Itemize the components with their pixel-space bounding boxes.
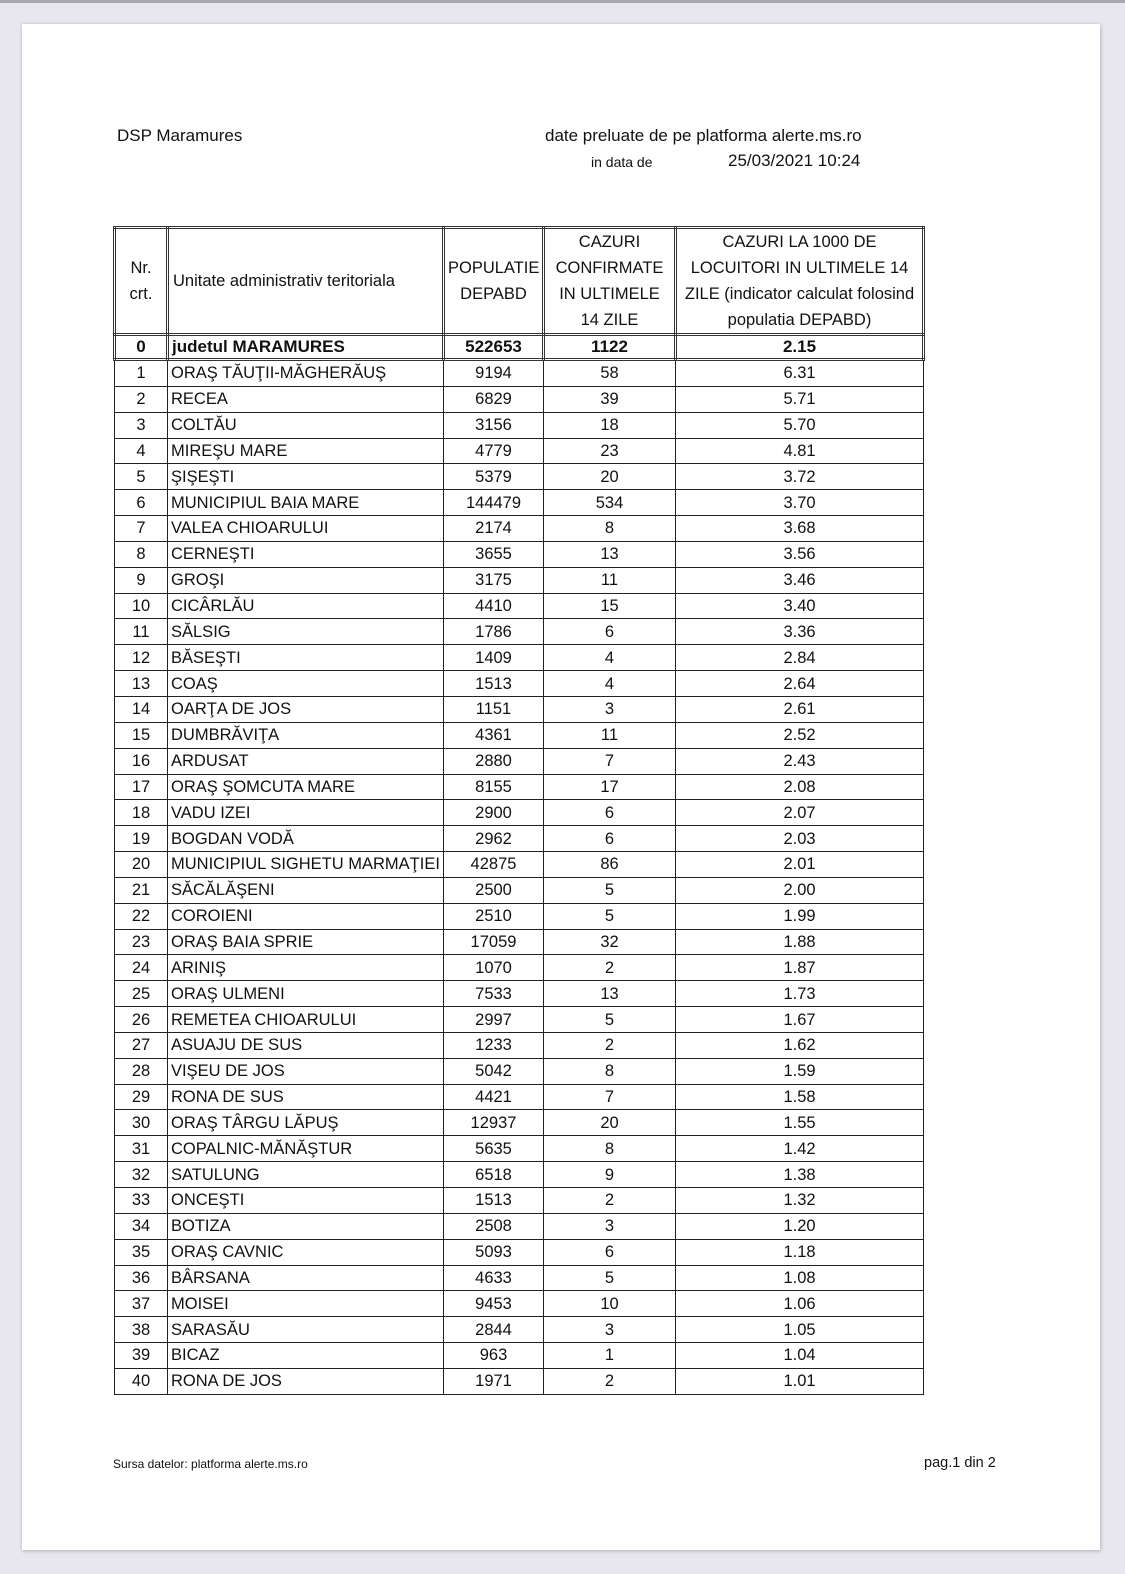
cell-rate: 1.62 xyxy=(676,1032,924,1058)
cell-population: 9194 xyxy=(444,360,544,387)
cell-nr: 3 xyxy=(115,412,168,438)
cell-rate: 1.88 xyxy=(676,929,924,955)
cell-cases: 8 xyxy=(544,516,676,542)
date-label: in data de xyxy=(591,154,653,170)
cell-name: judetul MARAMURES xyxy=(168,335,444,360)
cell-population: 1151 xyxy=(444,696,544,722)
cell-rate: 3.40 xyxy=(676,593,924,619)
cell-rate: 2.01 xyxy=(676,852,924,878)
cell-rate: 5.70 xyxy=(676,412,924,438)
cell-rate: 2.61 xyxy=(676,696,924,722)
cell-population: 3655 xyxy=(444,541,544,567)
cell-population: 4361 xyxy=(444,722,544,748)
cell-cases: 7 xyxy=(544,748,676,774)
cell-name: ORAŞ ŞOMCUTA MARE xyxy=(168,774,444,800)
cell-nr: 8 xyxy=(115,541,168,567)
cell-rate: 1.38 xyxy=(676,1162,924,1188)
cell-population: 1786 xyxy=(444,619,544,645)
cell-nr: 27 xyxy=(115,1032,168,1058)
table-row xyxy=(115,1032,924,1058)
col-header-population: POPULATIE DEPABD xyxy=(444,228,544,335)
cell-rate: 1.87 xyxy=(676,955,924,981)
cell-nr: 15 xyxy=(115,722,168,748)
cell-population: 2880 xyxy=(444,748,544,774)
cell-rate: 1.99 xyxy=(676,903,924,929)
table-row xyxy=(115,1007,924,1033)
cell-nr: 13 xyxy=(115,671,168,697)
table-row xyxy=(115,1368,924,1394)
cell-cases: 9 xyxy=(544,1162,676,1188)
cell-nr: 29 xyxy=(115,1084,168,1110)
cell-name: ORAŞ ULMENI xyxy=(168,981,444,1007)
cell-cases: 23 xyxy=(544,438,676,464)
cell-population: 1070 xyxy=(444,955,544,981)
table-row xyxy=(115,774,924,800)
table-row xyxy=(115,1265,924,1291)
cell-rate: 1.20 xyxy=(676,1213,924,1239)
cell-population: 2997 xyxy=(444,1007,544,1033)
date-value: 25/03/2021 10:24 xyxy=(728,151,861,170)
cell-population: 1409 xyxy=(444,645,544,671)
cell-population: 522653 xyxy=(444,335,544,360)
cell-population: 1233 xyxy=(444,1032,544,1058)
cell-name: MIREŞU MARE xyxy=(168,438,444,464)
footer-source: Sursa datelor: platforma alerte.ms.ro xyxy=(113,1457,308,1471)
cell-name: BÂRSANA xyxy=(168,1265,444,1291)
cell-population: 1513 xyxy=(444,1188,544,1214)
cell-rate: 1.32 xyxy=(676,1188,924,1214)
table-row xyxy=(115,567,924,593)
cell-rate: 6.31 xyxy=(676,360,924,387)
cell-population: 9453 xyxy=(444,1291,544,1317)
cell-name: COPALNIC-MĂNĂŞTUR xyxy=(168,1136,444,1162)
cell-name: SĂCĂLĂŞENI xyxy=(168,877,444,903)
county-total-row xyxy=(115,335,924,360)
cell-nr: 32 xyxy=(115,1162,168,1188)
cell-cases: 3 xyxy=(544,696,676,722)
cell-nr: 5 xyxy=(115,464,168,490)
cell-population: 6829 xyxy=(444,386,544,412)
cell-cases: 20 xyxy=(544,1110,676,1136)
cell-nr: 21 xyxy=(115,877,168,903)
cell-nr: 19 xyxy=(115,826,168,852)
cell-name: SARASĂU xyxy=(168,1317,444,1343)
cell-rate: 2.43 xyxy=(676,748,924,774)
cell-population: 42875 xyxy=(444,852,544,878)
table-row xyxy=(115,722,924,748)
org-name: DSP Maramures xyxy=(117,126,243,145)
cell-cases: 1122 xyxy=(544,335,676,360)
cell-nr: 39 xyxy=(115,1343,168,1369)
table-row xyxy=(115,1239,924,1265)
table-row xyxy=(115,412,924,438)
col-header-nr: Nr. crt. xyxy=(115,228,168,335)
table-row xyxy=(115,1058,924,1084)
cell-name: ARDUSAT xyxy=(168,748,444,774)
cell-rate: 5.71 xyxy=(676,386,924,412)
table-row xyxy=(115,1136,924,1162)
cell-nr: 7 xyxy=(115,516,168,542)
table-row xyxy=(115,541,924,567)
cell-population: 4410 xyxy=(444,593,544,619)
cell-nr: 0 xyxy=(115,335,168,360)
cell-cases: 3 xyxy=(544,1213,676,1239)
cell-rate: 1.01 xyxy=(676,1368,924,1394)
cell-cases: 6 xyxy=(544,800,676,826)
cell-population: 1513 xyxy=(444,671,544,697)
cell-name: ORAŞ BAIA SPRIE xyxy=(168,929,444,955)
cell-name: COAŞ xyxy=(168,671,444,697)
cell-rate: 2.08 xyxy=(676,774,924,800)
cell-rate: 1.08 xyxy=(676,1265,924,1291)
table-row xyxy=(115,516,924,542)
cell-cases: 20 xyxy=(544,464,676,490)
table-row xyxy=(115,490,924,516)
cell-rate: 3.68 xyxy=(676,516,924,542)
table-row xyxy=(115,438,924,464)
document-page xyxy=(22,24,1100,1550)
table-row xyxy=(115,929,924,955)
cell-name: VIŞEU DE JOS xyxy=(168,1058,444,1084)
cell-cases: 3 xyxy=(544,1317,676,1343)
cell-name: CICÂRLĂU xyxy=(168,593,444,619)
cell-population: 2508 xyxy=(444,1213,544,1239)
cell-rate: 2.15 xyxy=(676,335,924,360)
cell-rate: 2.52 xyxy=(676,722,924,748)
source-note: date preluate de pe platforma alerte.ms.ro xyxy=(545,126,862,145)
table-row xyxy=(115,852,924,878)
cell-cases: 11 xyxy=(544,722,676,748)
cell-population: 2900 xyxy=(444,800,544,826)
cell-name: VADU IZEI xyxy=(168,800,444,826)
cell-nr: 1 xyxy=(115,360,168,387)
cell-name: SĂLSIG xyxy=(168,619,444,645)
col-header-rate: CAZURI LA 1000 DE LOCUITORI IN ULTIMELE 14 ZILE (indicator calculat folosind populatia DEPABD) xyxy=(676,228,924,335)
cell-cases: 15 xyxy=(544,593,676,619)
cell-population: 2510 xyxy=(444,903,544,929)
cell-cases: 17 xyxy=(544,774,676,800)
cell-cases: 1 xyxy=(544,1343,676,1369)
cell-cases: 7 xyxy=(544,1084,676,1110)
cell-rate: 1.05 xyxy=(676,1317,924,1343)
cell-name: ORAŞ TĂUŢII-MĂGHERĂUŞ xyxy=(168,360,444,387)
cell-cases: 4 xyxy=(544,645,676,671)
table-row xyxy=(115,464,924,490)
cell-rate: 2.07 xyxy=(676,800,924,826)
cell-rate: 2.00 xyxy=(676,877,924,903)
cell-cases: 2 xyxy=(544,1032,676,1058)
cell-nr: 16 xyxy=(115,748,168,774)
cell-nr: 18 xyxy=(115,800,168,826)
cell-nr: 36 xyxy=(115,1265,168,1291)
table-row xyxy=(115,619,924,645)
cell-population: 12937 xyxy=(444,1110,544,1136)
cell-cases: 2 xyxy=(544,1368,676,1394)
cell-cases: 5 xyxy=(544,877,676,903)
cell-population: 5093 xyxy=(444,1239,544,1265)
cell-nr: 26 xyxy=(115,1007,168,1033)
cell-cases: 86 xyxy=(544,852,676,878)
cell-cases: 2 xyxy=(544,955,676,981)
page-number: pag.1 din 2 xyxy=(924,1455,996,1471)
table-row xyxy=(115,360,924,387)
cell-rate: 3.56 xyxy=(676,541,924,567)
table-row xyxy=(115,1188,924,1214)
cell-name: ORAŞ CAVNIC xyxy=(168,1239,444,1265)
cell-name: VALEA CHIOARULUI xyxy=(168,516,444,542)
cell-rate: 2.03 xyxy=(676,826,924,852)
cell-population: 2844 xyxy=(444,1317,544,1343)
cell-population: 5042 xyxy=(444,1058,544,1084)
cell-rate: 1.42 xyxy=(676,1136,924,1162)
cell-name: RONA DE JOS xyxy=(168,1368,444,1394)
cell-population: 17059 xyxy=(444,929,544,955)
incidence-table xyxy=(113,226,925,1395)
cell-rate: 2.84 xyxy=(676,645,924,671)
cell-rate: 1.58 xyxy=(676,1084,924,1110)
cell-nr: 14 xyxy=(115,696,168,722)
cell-population: 144479 xyxy=(444,490,544,516)
cell-population: 2174 xyxy=(444,516,544,542)
cell-nr: 20 xyxy=(115,852,168,878)
cell-cases: 5 xyxy=(544,1007,676,1033)
cell-cases: 39 xyxy=(544,386,676,412)
cell-name: MUNICIPIUL SIGHETU MARMAŢIEI xyxy=(168,852,444,878)
table-header-row xyxy=(115,228,924,335)
cell-name: REMETEA CHIOARULUI xyxy=(168,1007,444,1033)
cell-population: 963 xyxy=(444,1343,544,1369)
table-row xyxy=(115,593,924,619)
cell-name: MUNICIPIUL BAIA MARE xyxy=(168,490,444,516)
cell-name: ONCEŞTI xyxy=(168,1188,444,1214)
cell-population: 2500 xyxy=(444,877,544,903)
cell-population: 8155 xyxy=(444,774,544,800)
table-row xyxy=(115,877,924,903)
cell-nr: 40 xyxy=(115,1368,168,1394)
cell-population: 4779 xyxy=(444,438,544,464)
cell-cases: 32 xyxy=(544,929,676,955)
table-row xyxy=(115,981,924,1007)
col-header-unit: Unitate administrativ teritoriala xyxy=(168,228,444,335)
cell-cases: 6 xyxy=(544,619,676,645)
cell-cases: 13 xyxy=(544,981,676,1007)
cell-name: COROIENI xyxy=(168,903,444,929)
table-row xyxy=(115,645,924,671)
cell-population: 5379 xyxy=(444,464,544,490)
cell-name: OARŢA DE JOS xyxy=(168,696,444,722)
table-row xyxy=(115,955,924,981)
cell-nr: 37 xyxy=(115,1291,168,1317)
table-row xyxy=(115,1084,924,1110)
cell-name: GROŞI xyxy=(168,567,444,593)
cell-name: BĂSEŞTI xyxy=(168,645,444,671)
cell-name: RONA DE SUS xyxy=(168,1084,444,1110)
cell-name: BOGDAN VODĂ xyxy=(168,826,444,852)
cell-cases: 10 xyxy=(544,1291,676,1317)
cell-name: BOTIZA xyxy=(168,1213,444,1239)
cell-name: RECEA xyxy=(168,386,444,412)
table-row xyxy=(115,1110,924,1136)
cell-nr: 9 xyxy=(115,567,168,593)
cell-population: 4633 xyxy=(444,1265,544,1291)
cell-nr: 10 xyxy=(115,593,168,619)
table-row xyxy=(115,1343,924,1369)
cell-rate: 4.81 xyxy=(676,438,924,464)
cell-nr: 12 xyxy=(115,645,168,671)
cell-cases: 8 xyxy=(544,1058,676,1084)
cell-nr: 17 xyxy=(115,774,168,800)
cell-name: ASUAJU DE SUS xyxy=(168,1032,444,1058)
col-header-cases: CAZURI CONFIRMATE IN ULTIMELE 14 ZILE xyxy=(544,228,676,335)
cell-cases: 8 xyxy=(544,1136,676,1162)
cell-nr: 34 xyxy=(115,1213,168,1239)
cell-rate: 1.73 xyxy=(676,981,924,1007)
table-row xyxy=(115,1162,924,1188)
cell-rate: 3.70 xyxy=(676,490,924,516)
cell-rate: 3.72 xyxy=(676,464,924,490)
cell-nr: 2 xyxy=(115,386,168,412)
cell-name: MOISEI xyxy=(168,1291,444,1317)
cell-rate: 3.36 xyxy=(676,619,924,645)
cell-nr: 6 xyxy=(115,490,168,516)
cell-name: CERNEŞTI xyxy=(168,541,444,567)
cell-nr: 31 xyxy=(115,1136,168,1162)
cell-cases: 534 xyxy=(544,490,676,516)
cell-nr: 11 xyxy=(115,619,168,645)
cell-population: 6518 xyxy=(444,1162,544,1188)
table-row xyxy=(115,1213,924,1239)
cell-rate: 3.46 xyxy=(676,567,924,593)
cell-population: 3156 xyxy=(444,412,544,438)
cell-population: 4421 xyxy=(444,1084,544,1110)
cell-nr: 23 xyxy=(115,929,168,955)
cell-cases: 18 xyxy=(544,412,676,438)
table-row xyxy=(115,826,924,852)
cell-nr: 25 xyxy=(115,981,168,1007)
cell-population: 7533 xyxy=(444,981,544,1007)
cell-name: BICAZ xyxy=(168,1343,444,1369)
cell-nr: 38 xyxy=(115,1317,168,1343)
cell-name: ARINIŞ xyxy=(168,955,444,981)
cell-nr: 28 xyxy=(115,1058,168,1084)
cell-rate: 1.06 xyxy=(676,1291,924,1317)
cell-population: 1971 xyxy=(444,1368,544,1394)
cell-nr: 4 xyxy=(115,438,168,464)
cell-rate: 1.04 xyxy=(676,1343,924,1369)
cell-name: ŞIŞEŞTI xyxy=(168,464,444,490)
cell-cases: 11 xyxy=(544,567,676,593)
cell-name: COLTĂU xyxy=(168,412,444,438)
cell-cases: 5 xyxy=(544,1265,676,1291)
cell-name: SATULUNG xyxy=(168,1162,444,1188)
cell-cases: 4 xyxy=(544,671,676,697)
cell-rate: 1.59 xyxy=(676,1058,924,1084)
cell-cases: 2 xyxy=(544,1188,676,1214)
cell-nr: 30 xyxy=(115,1110,168,1136)
cell-rate: 2.64 xyxy=(676,671,924,697)
table-row xyxy=(115,386,924,412)
cell-population: 2962 xyxy=(444,826,544,852)
table-row xyxy=(115,800,924,826)
cell-cases: 6 xyxy=(544,826,676,852)
cell-nr: 33 xyxy=(115,1188,168,1214)
cell-cases: 6 xyxy=(544,1239,676,1265)
window-top-edge xyxy=(0,0,1125,3)
cell-nr: 24 xyxy=(115,955,168,981)
table-row xyxy=(115,671,924,697)
cell-cases: 13 xyxy=(544,541,676,567)
cell-rate: 1.55 xyxy=(676,1110,924,1136)
table-row xyxy=(115,1317,924,1343)
cell-nr: 22 xyxy=(115,903,168,929)
table-row xyxy=(115,1291,924,1317)
cell-name: DUMBRĂVIŢA xyxy=(168,722,444,748)
cell-cases: 5 xyxy=(544,903,676,929)
cell-nr: 35 xyxy=(115,1239,168,1265)
cell-rate: 1.67 xyxy=(676,1007,924,1033)
cell-cases: 58 xyxy=(544,360,676,387)
table-row xyxy=(115,696,924,722)
table-row xyxy=(115,748,924,774)
table-row xyxy=(115,903,924,929)
cell-name: ORAŞ TÂRGU LĂPUŞ xyxy=(168,1110,444,1136)
cell-population: 3175 xyxy=(444,567,544,593)
cell-population: 5635 xyxy=(444,1136,544,1162)
cell-rate: 1.18 xyxy=(676,1239,924,1265)
